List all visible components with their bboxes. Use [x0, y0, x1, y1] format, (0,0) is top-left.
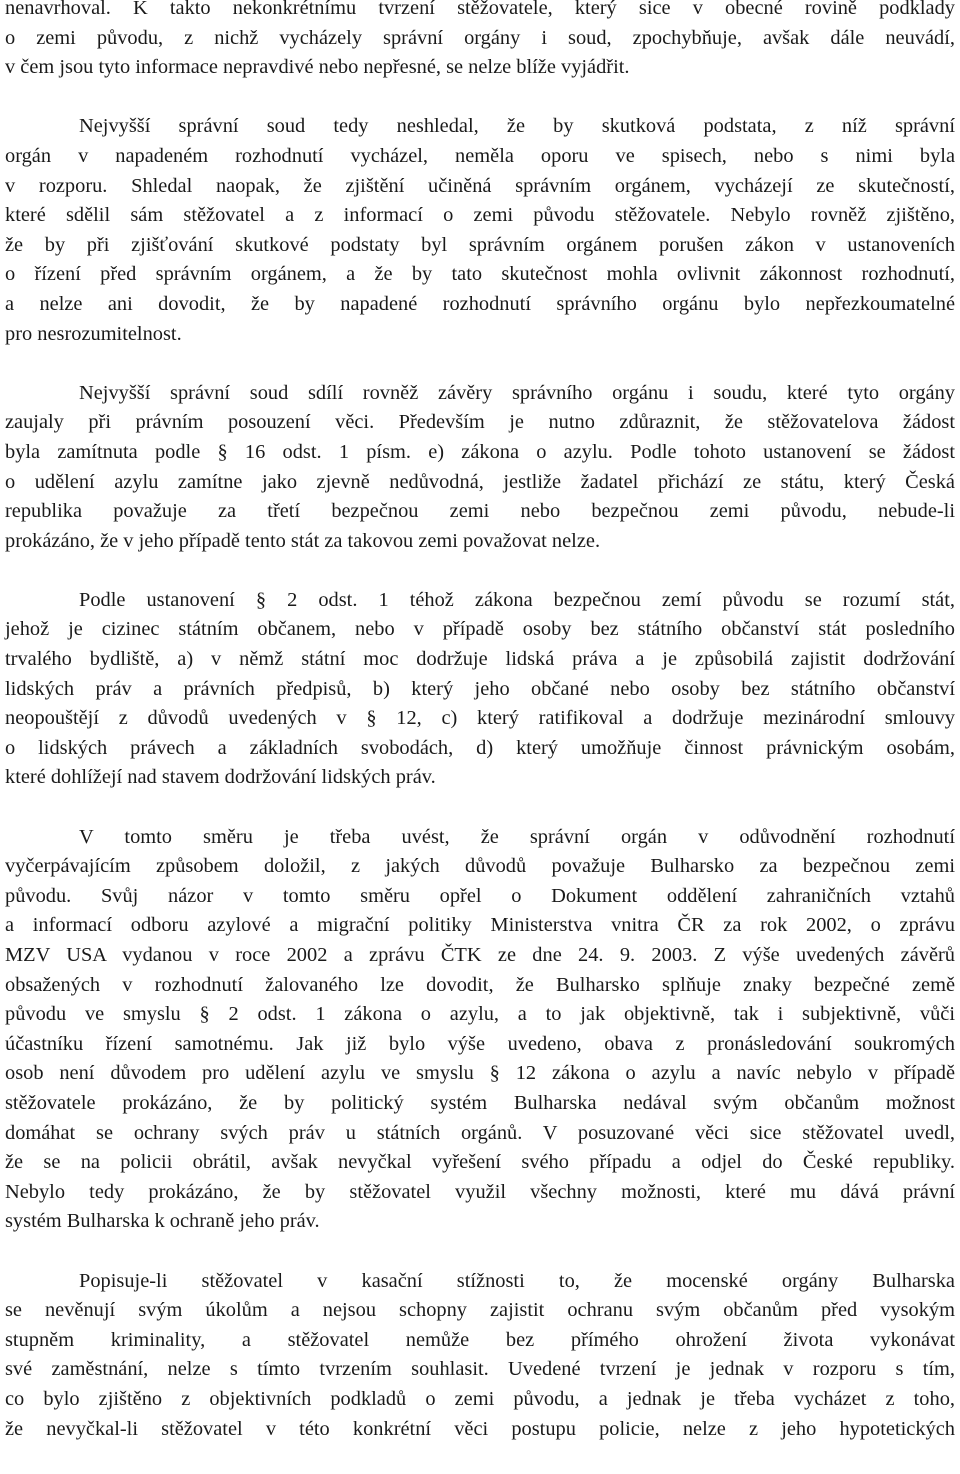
text-line: Nejvyšší správní soud tedy neshledal, že by skutková podstata, z níž správní — [79, 115, 955, 138]
text-line: obsažených v rozhodnutí žalovaného lze dovodit, že Bulharsko splňuje znaky bezpečné země — [5, 973, 955, 996]
text-line: byla zamítnuta podle § 16 odst. 1 písm. e) zákona o azylu. Podle tohoto ustanovení se žádost — [5, 440, 955, 463]
text-line: co bylo zjištěno z objektivních podkladů o zemi původu, a jednak je třeba vycházet z toho, — [5, 1387, 955, 1410]
text-line: stěžovatele prokázáno, že by politický systém Bulharska nedával svým občanům možnost — [5, 1091, 955, 1114]
text-line: své zaměstnání, nelze s tímto tvrzením souhlasit. Uvedené tvrzení je jednak v rozporu s tím, — [5, 1358, 955, 1381]
text-line: v rozporu. Shledal naopak, že zjištění učiněná správním orgánem, vycházejí ze skutečností, — [5, 174, 955, 197]
paragraph-6 — [5, 1267, 955, 1445]
text-line: původu ve smyslu § 2 odst. 1 zákona o azylu, a to jak objektivně, tak i subjektivně, vůči — [5, 1003, 955, 1026]
text-line: že se na policii obrátil, avšak nevyčkal vyřešení svého případu a odjel do České republiky. — [5, 1151, 955, 1174]
document-page — [5, 0, 955, 1474]
text-line: V tomto směru je třeba uvést, že správní orgán v odůvodnění rozhodnutí — [79, 825, 955, 848]
text-line: a informací odboru azylové a migrační politiky Ministerstva vnitra ČR za rok 2002, o zprávu — [5, 914, 955, 937]
text-line: prokázáno, že v jeho případě tento stát za takovou zemi považovat nelze. — [5, 529, 601, 552]
text-line: a nelze ani dovodit, že by napadené rozhodnutí správního orgánu bylo nepřezkoumatelné — [5, 292, 955, 315]
paragraph-3 — [5, 379, 955, 557]
text-line: zaujaly při právním posouzení věci. Především je nutno zdůraznit, že stěžovatelova žádost — [5, 411, 955, 434]
text-line: které sdělil sám stěžovatel a z informací o zemi původu stěžovatele. Nebylo rovněž zjištěno, — [5, 204, 955, 227]
text-line: jehož je cizinec státním občanem, nebo v případě osoby bez státního občanství stát posledního — [5, 618, 955, 641]
text-line: se nevěnují svým úkolům a nejsou schopny zajistit ochranu svým občanům před vysokým — [5, 1299, 955, 1322]
text-line: které dohlížejí nad stavem dodržování lidských práv. — [5, 766, 436, 789]
text-line: systém Bulharska k ochraně jeho práv. — [5, 1210, 320, 1233]
text-line: vyčerpávajícím způsobem doložil, z jakých důvodů považuje Bulharsko za bezpečnou zemi — [5, 855, 955, 878]
text-line: domáhat se ochrany svých práv u státních orgánů. V posuzované věci sice stěžovatel uvedl, — [5, 1121, 955, 1144]
paragraph-4 — [5, 586, 955, 793]
text-line: neopouštějí z důvodů uvedených v § 12, c) který ratifikoval a dodržuje mezinárodní smlouvy — [5, 707, 955, 730]
text-line: že by při zjišťování skutkové podstaty byl správním orgánem porušen zákon v ustanoveních — [5, 233, 955, 256]
text-line: nenavrhoval. K takto nekonkrétnímu tvrzení stěžovatele, který sice v obecné rovině podklady — [5, 0, 955, 19]
text-line: stupněm kriminality, a stěžovatel nemůže bez přímého ohrožení života vykonávat — [5, 1328, 955, 1351]
text-line: Podle ustanovení § 2 odst. 1 téhož zákona bezpečnou zemí původu se rozumí stát, — [79, 588, 955, 611]
paragraph-1 — [5, 0, 955, 83]
text-line: trvalého bydliště, a) v němž státní moc dodržuje lidská práva a je způsobilá zajistit dodržování — [5, 648, 955, 671]
text-line: o udělení azylu zamítne jako zjevně nedůvodná, jestliže žadatel přichází ze státu, který Česká — [5, 470, 955, 493]
text-line: že nevyčkal-li stěžovatel v této konkrétní věci postupu policie, nelze z jeho hypotetických — [5, 1417, 955, 1440]
text-line: MZV USA vydanou v roce 2002 a zprávu ČTK ze dne 24. 9. 2003. Z výše uvedených závěrů — [5, 944, 955, 966]
text-line: lidských práv a právních předpisů, b) který jeho občané nebo osoby bez státního občanství — [5, 677, 955, 700]
text-line: republika považuje za třetí bezpečnou zemi nebo bezpečnou zemi původu, nebude-li — [5, 500, 955, 523]
text-line: orgán v napadeném rozhodnutí vycházel, neměla oporu ve spisech, nebo s nimi byla — [5, 144, 955, 167]
paragraph-5 — [5, 823, 955, 1237]
text-line: původu. Svůj názor v tomto směru opřel o Dokument oddělení zahraničních vztahů — [5, 884, 955, 907]
text-line: účastníku řízení samotnému. Jak již bylo výše uvedeno, obava z pronásledování soukromých — [5, 1032, 955, 1055]
text-line: Popisuje-li stěžovatel v kasační stížnosti to, že mocenské orgány Bulharska — [79, 1269, 955, 1292]
text-line: v čem jsou tyto informace nepravdivé nebo nepřesné, se nelze blíže vyjádřit. — [5, 56, 630, 79]
text-line: osob není důvodem pro udělení azylu ve smyslu § 12 zákona o azylu a navíc nebylo v případě — [5, 1062, 955, 1085]
text-line: Nejvyšší správní soud sdílí rovněž závěry správního orgánu i soudu, které tyto orgány — [79, 381, 955, 404]
text-line: o zemi původu, z nichž vycházely správní orgány i soud, zpochybňuje, avšak dále neuvádí, — [5, 26, 955, 49]
text-line: o lidských právech a základních svobodách, d) který umožňuje činnost právnickým osobám, — [5, 736, 955, 759]
paragraph-2 — [5, 112, 955, 349]
text-line: o řízení před správním orgánem, a že by tato skutečnost mohla ovlivnit zákonnost rozhodnutí, — [5, 263, 955, 286]
text-line: Nebylo tedy prokázáno, že by stěžovatel využil všechny možnosti, které mu dává právní — [5, 1180, 955, 1203]
text-line: pro nesrozumitelnost. — [5, 322, 182, 345]
